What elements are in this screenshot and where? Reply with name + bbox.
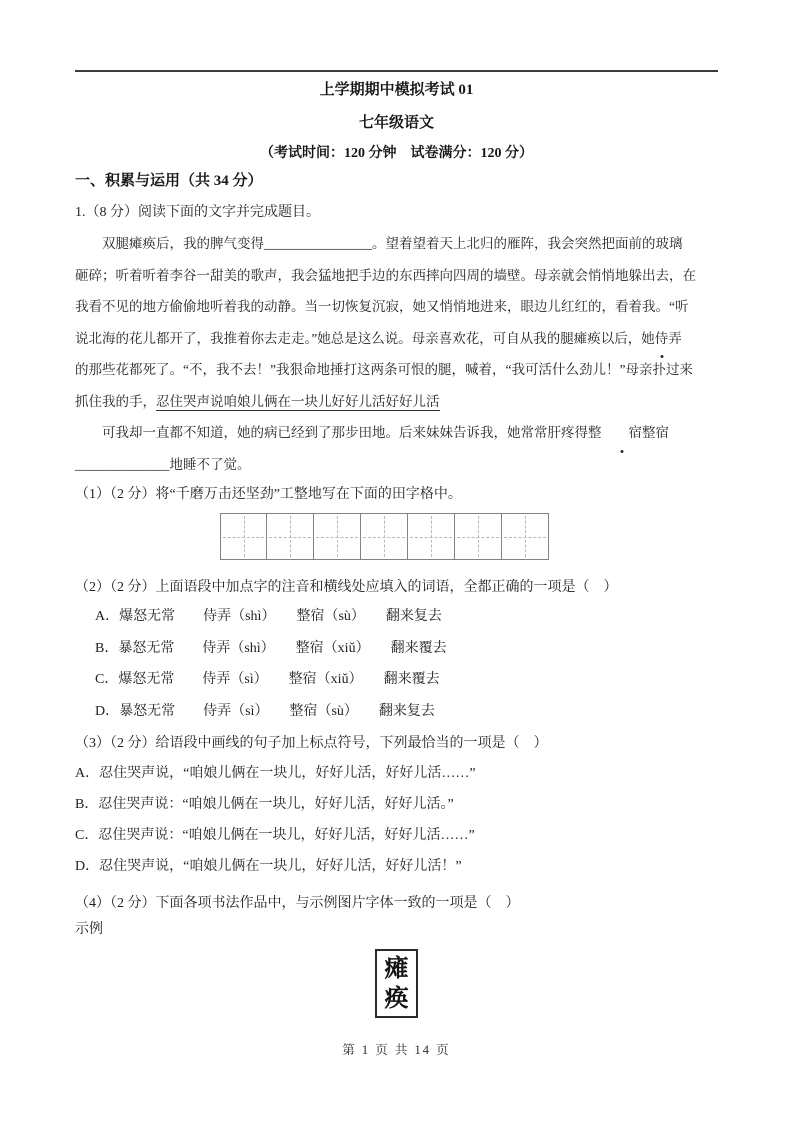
exam-subject: 七年级语文 (358, 115, 434, 131)
passage-text: 抓住我的手， (75, 393, 156, 409)
passage-line (75, 449, 735, 481)
exam-info: （考试时间：120 分钟 试卷满分：120 分） (260, 146, 533, 161)
option-c: C．爆怒无常 侍弄（sì） 整宿（xiǔ） 翻来覆去 (95, 672, 440, 688)
passage-line (75, 386, 735, 418)
underlined-sentence: 忍住哭声说咱娘儿俩在一块儿好好儿活好好儿活 (156, 393, 440, 409)
grid-cell (502, 513, 549, 560)
fill-blank-line: ______________ (75, 456, 170, 472)
example-character: 瘫 (384, 955, 409, 982)
option-c: C．忍住哭声说：“咱娘儿俩在一块儿，好好儿活，好好儿活……” (75, 828, 475, 843)
page-number-footer: 第 1 页 共 14 页 (342, 1043, 451, 1057)
example-character: 痪 (384, 985, 409, 1012)
grid-cell (267, 513, 314, 560)
passage-line (75, 323, 735, 355)
passage-text: 说北海的花儿都开了，我推着你去走走。”她总是这么说。母亲喜欢花，可自从我的腿瘫痪以后，她 (75, 330, 655, 346)
reading-passage (75, 228, 735, 480)
passage-text: 整宿 (642, 425, 669, 440)
emphasized-dotted-char: 侍 (655, 323, 669, 355)
option-b: B．忍住哭声说：“咱娘儿俩在一块儿，好好儿活，好好儿活。” (75, 797, 454, 812)
passage-line: 我看不见的地方偷偷地听着我的动静。当一切恢复沉寂，她又悄悄地进来，眼边儿红红的，看着我。“听 (75, 299, 689, 314)
passage-line: 砸碎；听着听着李谷一甜美的歌声，我会猛地把手边的东西摔向四周的墙壁。母亲就会悄悄地躲出去，在 (75, 267, 696, 283)
option-a: A．忍住哭声说，“咱娘儿俩在一块儿，好好儿活，好好儿活……” (75, 766, 476, 781)
passage-text: 弄 (668, 330, 682, 346)
grid-cell (220, 513, 267, 560)
option-a: A．爆怒无常 侍弄（shì） 整宿（sù） 翻来复去 (95, 609, 442, 624)
passage-text: 可我却一直都不知道，她的病已经到了那步田地。后来妹妹告诉我，她常常肝疼得整 (102, 425, 602, 440)
option-d: D．暴怒无常 侍弄（sì） 整宿（sù） 翻来复去 (95, 703, 435, 719)
example-label: 示例 (75, 922, 103, 937)
section-heading: 一、积累与运用（共 34 分） (75, 173, 263, 189)
fill-blank-line: ________________ (264, 236, 372, 251)
exam-title: 上学期期中模拟考试 01 (319, 82, 474, 98)
character-writing-grid (220, 513, 549, 560)
subquestion-1-stem: （1）（2 分）将“千磨万击还坚劲”工整地写在下面的田字格中。 (75, 487, 462, 502)
grid-cell (455, 513, 502, 560)
grid-cell (314, 513, 361, 560)
passage-line (75, 417, 735, 449)
passage-text: 。望着望着天上北归的雁阵，我会突然把面前的玻璃 (372, 236, 683, 251)
passage-text: 双腿瘫痪后，我的脾气变得 (102, 236, 264, 251)
question1-intro: 1.（8 分）阅读下面的文字并完成题目。 (75, 205, 320, 220)
subquestion-4-stem: （4）（2 分）下面各项书法作品中，与示例图片字体一致的一项是（ ） (75, 896, 520, 911)
passage-line (75, 228, 735, 260)
grid-cell (361, 513, 408, 560)
emphasized-dotted-char: 宿 (602, 417, 643, 449)
option-d: D．忍住哭声说，“咱娘儿俩在一块儿，好好儿活，好好儿活！” (75, 859, 462, 874)
option-b: B．暴怒无常 侍弄（shì） 整宿（xiǔ） 翻来覆去 (95, 640, 447, 656)
subquestion-3-stem: （3）（2 分）给语段中画线的句子加上标点符号，下列最恰当的一项是（ ） (75, 736, 548, 751)
subquestion-3-options (75, 758, 476, 882)
subquestion-2-stem: （2）（2 分）上面语段中加点字的注音和横线处应填入的词语，全都正确的一项是（ ） (75, 580, 618, 595)
calligraphy-example-box (375, 949, 418, 1018)
grid-cell (408, 513, 455, 560)
passage-text: 地睡不了觉。 (169, 456, 251, 472)
header-rule (75, 70, 718, 72)
passage-line: 的那些花都死了。“不，我不去！”我狠命地捶打这两条可恨的腿，喊着，“我可活什么劲儿！”母亲扑过来 (75, 362, 693, 377)
subquestion-2-options (95, 601, 447, 727)
